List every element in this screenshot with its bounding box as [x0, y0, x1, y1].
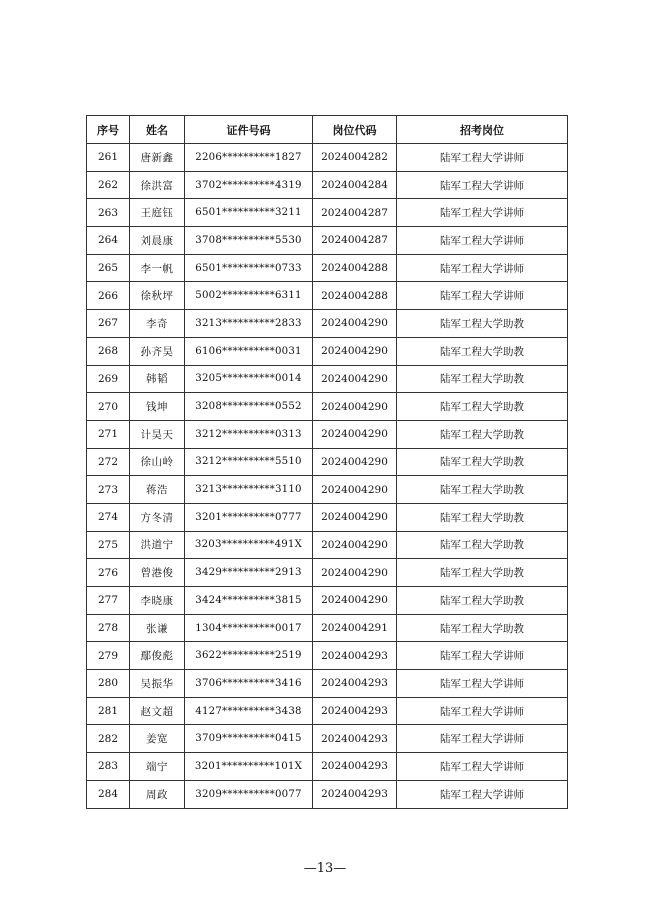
cell-position: 陆军工程大学助教 — [397, 559, 568, 587]
table-row — [87, 725, 568, 753]
cell-id-number: 6501**********3211 — [185, 199, 313, 227]
header-position: 招考岗位 — [397, 116, 568, 144]
cell-position-code: 2024004284 — [313, 171, 397, 199]
cell-position-code: 2024004290 — [313, 393, 397, 421]
cell-id-number: 4127**********3438 — [185, 697, 313, 725]
cell-position: 陆军工程大学讲师 — [397, 171, 568, 199]
cell-name: 李一帆 — [130, 254, 185, 282]
cell-id-number: 3429**********2913 — [185, 559, 313, 587]
cell-position-code: 2024004290 — [313, 476, 397, 504]
cell-id-number: 6106**********0031 — [185, 337, 313, 365]
cell-position: 陆军工程大学助教 — [397, 587, 568, 615]
cell-id-number: 3201**********101X — [185, 753, 313, 781]
cell-name: 王庭钰 — [130, 199, 185, 227]
cell-position-code: 2024004290 — [313, 503, 397, 531]
cell-position: 陆军工程大学助教 — [397, 476, 568, 504]
table-row — [87, 144, 568, 172]
cell-name: 周政 — [130, 780, 185, 808]
cell-position-code: 2024004290 — [313, 448, 397, 476]
cell-serial: 279 — [87, 642, 130, 670]
cell-serial: 280 — [87, 670, 130, 698]
cell-position-code: 2024004290 — [313, 559, 397, 587]
page-number: —13— — [303, 861, 347, 876]
cell-position-code: 2024004293 — [313, 780, 397, 808]
cell-id-number: 3212**********5510 — [185, 448, 313, 476]
cell-position: 陆军工程大学讲师 — [397, 227, 568, 255]
cell-serial: 269 — [87, 365, 130, 393]
cell-position-code: 2024004288 — [313, 254, 397, 282]
cell-position: 陆军工程大学助教 — [397, 531, 568, 559]
cell-name: 李奇 — [130, 310, 185, 338]
cell-name: 鄢俊彪 — [130, 642, 185, 670]
cell-name: 张谦 — [130, 614, 185, 642]
cell-name: 刘晨康 — [130, 227, 185, 255]
cell-id-number: 3622**********2519 — [185, 642, 313, 670]
table-row — [87, 420, 568, 448]
cell-serial: 267 — [87, 310, 130, 338]
table-row — [87, 670, 568, 698]
cell-name: 孙齐昊 — [130, 337, 185, 365]
cell-position: 陆军工程大学助教 — [397, 393, 568, 421]
cell-position: 陆军工程大学讲师 — [397, 254, 568, 282]
cell-name: 方冬清 — [130, 503, 185, 531]
table-row — [87, 559, 568, 587]
cell-id-number: 3706**********3416 — [185, 670, 313, 698]
cell-serial: 284 — [87, 780, 130, 808]
cell-id-number: 3203**********491X — [185, 531, 313, 559]
cell-name: 姜宽 — [130, 725, 185, 753]
cell-id-number: 3424**********3815 — [185, 587, 313, 615]
cell-serial: 274 — [87, 503, 130, 531]
table-row — [87, 697, 568, 725]
cell-position-code: 2024004293 — [313, 642, 397, 670]
table-row — [87, 780, 568, 808]
cell-position-code: 2024004288 — [313, 282, 397, 310]
cell-serial: 263 — [87, 199, 130, 227]
cell-position-code: 2024004290 — [313, 310, 397, 338]
cell-name: 唐新鑫 — [130, 144, 185, 172]
cell-serial: 266 — [87, 282, 130, 310]
cell-name: 徐秋坪 — [130, 282, 185, 310]
cell-name: 韩韬 — [130, 365, 185, 393]
cell-serial: 265 — [87, 254, 130, 282]
cell-name: 曾港俊 — [130, 559, 185, 587]
cell-id-number: 2206**********1827 — [185, 144, 313, 172]
table-row — [87, 310, 568, 338]
table-row — [87, 282, 568, 310]
cell-id-number: 3205**********0014 — [185, 365, 313, 393]
cell-position-code: 2024004290 — [313, 531, 397, 559]
table-row — [87, 337, 568, 365]
cell-position: 陆军工程大学助教 — [397, 365, 568, 393]
cell-serial: 275 — [87, 531, 130, 559]
cell-serial: 273 — [87, 476, 130, 504]
header-name: 姓名 — [130, 116, 185, 144]
header-position-code: 岗位代码 — [313, 116, 397, 144]
cell-position-code: 2024004282 — [313, 144, 397, 172]
cell-position: 陆军工程大学讲师 — [397, 670, 568, 698]
cell-id-number: 3209**********0077 — [185, 780, 313, 808]
cell-position: 陆军工程大学助教 — [397, 420, 568, 448]
candidate-table — [86, 115, 568, 809]
cell-name: 徐洪富 — [130, 171, 185, 199]
table-row — [87, 254, 568, 282]
cell-serial: 270 — [87, 393, 130, 421]
cell-id-number: 3702**********4319 — [185, 171, 313, 199]
table-header-row — [87, 116, 568, 144]
table-row — [87, 614, 568, 642]
header-id-number: 证件号码 — [185, 116, 313, 144]
cell-serial: 276 — [87, 559, 130, 587]
cell-serial: 281 — [87, 697, 130, 725]
cell-name: 蒋浩 — [130, 476, 185, 504]
cell-serial: 277 — [87, 587, 130, 615]
cell-position-code: 2024004290 — [313, 365, 397, 393]
table-row — [87, 531, 568, 559]
cell-position-code: 2024004290 — [313, 337, 397, 365]
header-serial: 序号 — [87, 116, 130, 144]
cell-position-code: 2024004290 — [313, 587, 397, 615]
cell-position: 陆军工程大学助教 — [397, 310, 568, 338]
table-row — [87, 587, 568, 615]
table-row — [87, 503, 568, 531]
cell-name: 端宁 — [130, 753, 185, 781]
cell-id-number: 5002**********6311 — [185, 282, 313, 310]
cell-position: 陆军工程大学助教 — [397, 448, 568, 476]
table-row — [87, 393, 568, 421]
table-row — [87, 227, 568, 255]
cell-position: 陆军工程大学助教 — [397, 503, 568, 531]
cell-position: 陆军工程大学讲师 — [397, 697, 568, 725]
cell-position: 陆军工程大学讲师 — [397, 753, 568, 781]
cell-position-code: 2024004287 — [313, 227, 397, 255]
cell-position-code: 2024004293 — [313, 697, 397, 725]
cell-position-code: 2024004293 — [313, 670, 397, 698]
cell-position: 陆军工程大学助教 — [397, 614, 568, 642]
cell-serial: 264 — [87, 227, 130, 255]
cell-name: 钱坤 — [130, 393, 185, 421]
cell-serial: 282 — [87, 725, 130, 753]
cell-position: 陆军工程大学讲师 — [397, 642, 568, 670]
cell-position-code: 2024004293 — [313, 725, 397, 753]
cell-serial: 268 — [87, 337, 130, 365]
cell-name: 李晓康 — [130, 587, 185, 615]
table-row — [87, 199, 568, 227]
cell-id-number: 3708**********5530 — [185, 227, 313, 255]
cell-id-number: 3213**********2833 — [185, 310, 313, 338]
cell-id-number: 3201**********0777 — [185, 503, 313, 531]
cell-serial: 283 — [87, 753, 130, 781]
cell-position: 陆军工程大学讲师 — [397, 144, 568, 172]
cell-id-number: 3212**********0313 — [185, 420, 313, 448]
cell-id-number: 3208**********0552 — [185, 393, 313, 421]
cell-serial: 261 — [87, 144, 130, 172]
cell-id-number: 3709**********0415 — [185, 725, 313, 753]
cell-id-number: 1304**********0017 — [185, 614, 313, 642]
cell-serial: 262 — [87, 171, 130, 199]
table-row — [87, 365, 568, 393]
cell-position: 陆军工程大学讲师 — [397, 725, 568, 753]
cell-position: 陆军工程大学讲师 — [397, 780, 568, 808]
cell-position-code: 2024004293 — [313, 753, 397, 781]
cell-name: 吴振华 — [130, 670, 185, 698]
cell-position-code: 2024004287 — [313, 199, 397, 227]
cell-name: 徐山岭 — [130, 448, 185, 476]
cell-name: 洪道宁 — [130, 531, 185, 559]
table-row — [87, 476, 568, 504]
cell-name: 赵文超 — [130, 697, 185, 725]
cell-position: 陆军工程大学助教 — [397, 337, 568, 365]
table-row — [87, 448, 568, 476]
cell-position-code: 2024004291 — [313, 614, 397, 642]
cell-id-number: 3213**********3110 — [185, 476, 313, 504]
cell-position: 陆军工程大学讲师 — [397, 282, 568, 310]
cell-serial: 272 — [87, 448, 130, 476]
table-row — [87, 642, 568, 670]
cell-name: 计昊天 — [130, 420, 185, 448]
table-row — [87, 753, 568, 781]
cell-id-number: 6501**********0733 — [185, 254, 313, 282]
table-row — [87, 171, 568, 199]
cell-serial: 278 — [87, 614, 130, 642]
cell-position-code: 2024004290 — [313, 420, 397, 448]
cell-position: 陆军工程大学讲师 — [397, 199, 568, 227]
cell-serial: 271 — [87, 420, 130, 448]
